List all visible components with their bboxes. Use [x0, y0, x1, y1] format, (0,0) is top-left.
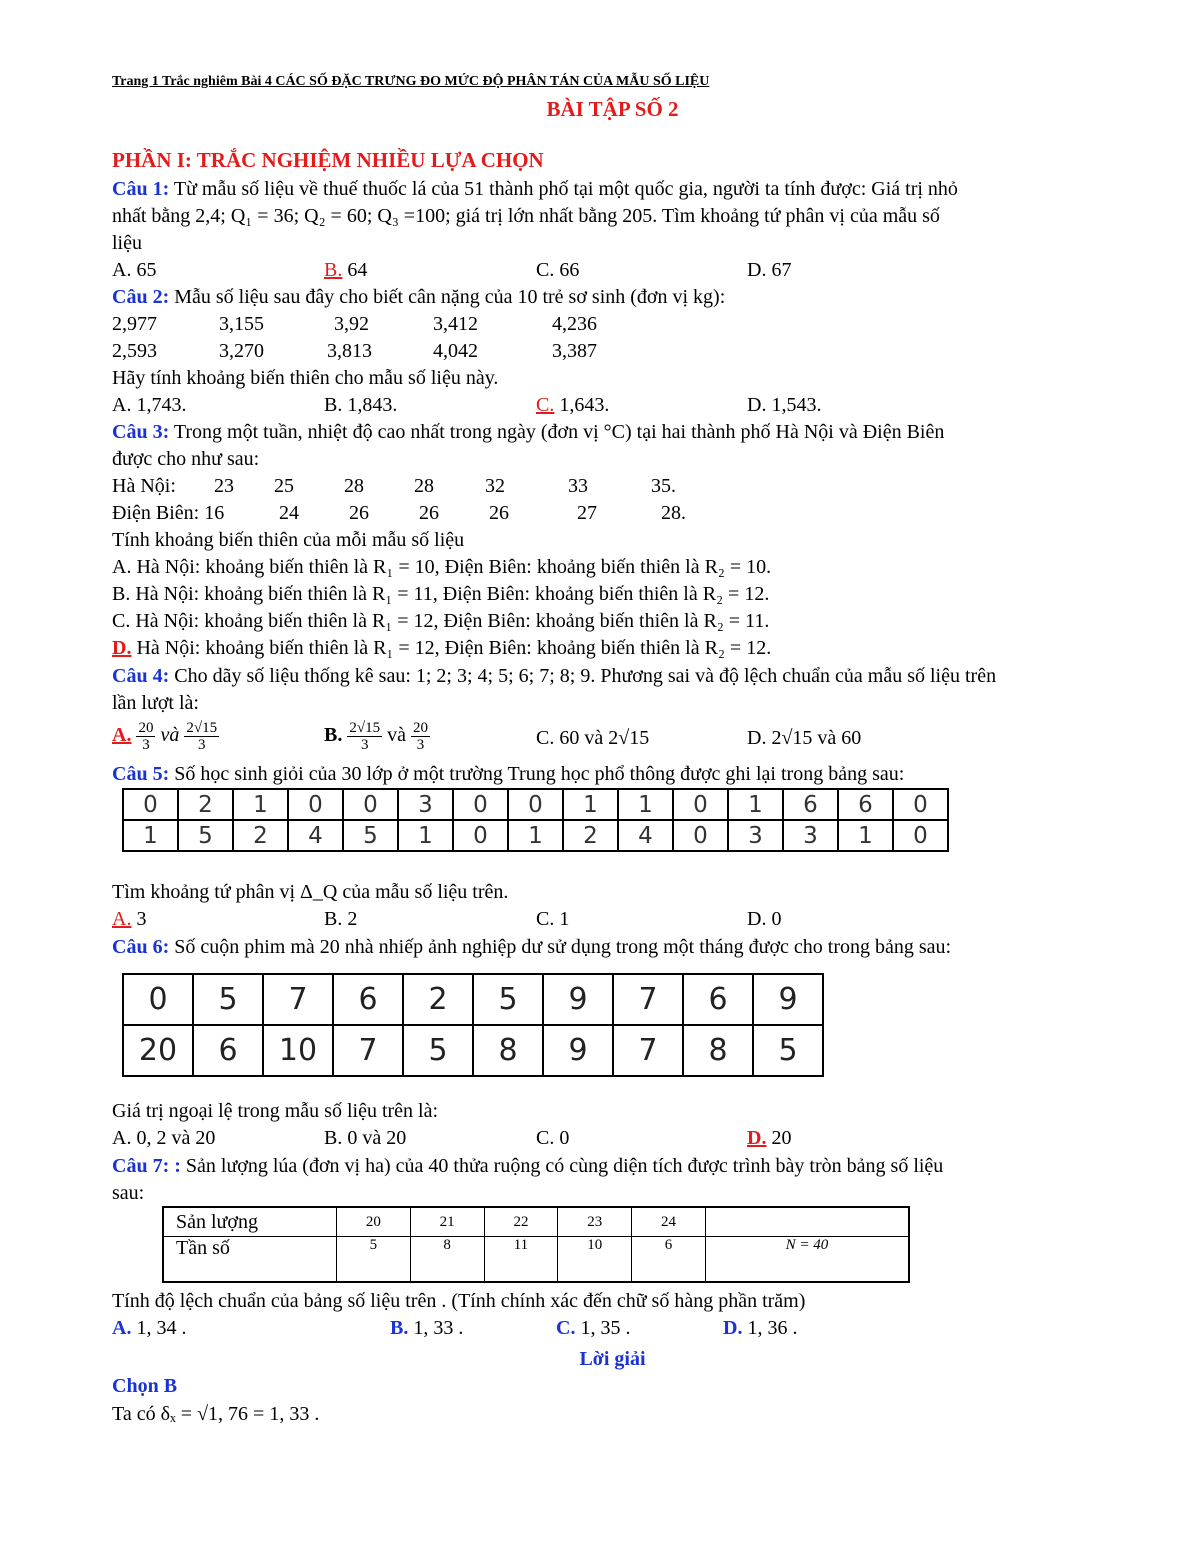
denominator: 3 — [197, 737, 206, 753]
fraction — [184, 720, 219, 753]
q3-value: 27 — [577, 502, 597, 524]
table-cell: 2 — [403, 974, 473, 1025]
q7-line2: sau: — [112, 1182, 145, 1204]
q7-option-d-value: 1, 36 . — [742, 1317, 798, 1339]
table-cell: 9 — [543, 1025, 613, 1076]
table-cell: 4 — [618, 820, 673, 851]
q5-option-d: D. 0 — [747, 908, 782, 930]
denominator: 3 — [360, 737, 369, 753]
q3-value: 26 — [419, 502, 439, 524]
table-cell: 7 — [263, 974, 333, 1025]
q3-line2: được cho như sau: — [112, 448, 260, 470]
solution-choice: Chọn B — [112, 1375, 178, 1397]
q2-value: 3,270 — [219, 340, 264, 362]
table-cell: 1 — [728, 789, 783, 820]
table-cell: 5 — [337, 1237, 411, 1283]
table-cell: 0 — [893, 789, 948, 820]
q2-option-d: D. 1,543. — [747, 394, 822, 416]
q4-option-d: D. 2√15 và 60 — [747, 727, 862, 749]
q7-option-c-key: C. — [556, 1317, 576, 1339]
q4-label: Câu 4: — [112, 665, 170, 687]
q3-option-c: C. Hà Nội: khoảng biến thiên là R₁ = 12, Điện Biên: khoảng biến thiên là R₂ = 11. — [112, 610, 770, 632]
table-cell: 0 — [673, 789, 728, 820]
q2-value: 3,92 — [334, 313, 369, 335]
table-cell: 7 — [333, 1025, 403, 1076]
part-heading: PHẦN I: TRẮC NGHIỆM NHIỀU LỰA CHỌN — [112, 148, 544, 172]
q2-option-b: B. 1,843. — [324, 394, 398, 416]
denominator: 3 — [142, 737, 150, 753]
q7-text1: Sản lượng lúa (đơn vị ha) của 40 thửa ruộng có cùng diện tích được trình bày tròn bảng số liệu — [180, 1155, 944, 1177]
q1-option-d: D. 67 — [747, 259, 792, 281]
q4-option-b — [324, 720, 430, 753]
q2-option-a: A. 1,743. — [112, 394, 187, 416]
q1-option-c: C. 66 — [536, 259, 580, 281]
q7-table — [162, 1206, 910, 1283]
q2-option-c-key: C. — [536, 394, 555, 416]
q5-option-b: B. 2 — [324, 908, 358, 930]
table-cell: 3 — [783, 820, 838, 851]
table-cell: 23 — [558, 1207, 632, 1237]
q7-option-b — [390, 1316, 463, 1340]
q3-option-d-key: D. — [112, 637, 132, 659]
q7-ask: Tính độ lệch chuẩn của bảng số liệu trên . (Tính chính xác đến chữ số hàng phần trăm) — [112, 1290, 806, 1312]
fraction — [411, 720, 430, 753]
q3-hanoi-label: Hà Nội: — [112, 475, 176, 497]
table-cell: 9 — [753, 974, 823, 1025]
q4-text1: Cho dãy số liệu thống kê sau: 1; 2; 3; 4; 5; 6; 7; 8; 9. Phương sai và độ lệch chuẩn của mẫu số liệu trên — [169, 665, 997, 687]
q7-option-a-key: A. — [112, 1317, 132, 1339]
q1-option-b-value: 64 — [342, 259, 368, 281]
q2-option-c — [536, 393, 609, 417]
table-cell: 0 — [123, 974, 193, 1025]
q7-option-c — [556, 1316, 630, 1340]
table-cell: 5 — [403, 1025, 473, 1076]
table-row — [163, 1207, 909, 1237]
table-cell: 5 — [473, 974, 543, 1025]
table-cell: 1 — [838, 820, 893, 851]
table-cell: 5 — [753, 1025, 823, 1076]
q6-option-d-key: D. — [747, 1127, 767, 1149]
q7-option-a — [112, 1316, 186, 1340]
conjunction: và — [160, 724, 180, 747]
numerator: 2√15 — [186, 720, 218, 736]
q3-value: 28 — [414, 475, 434, 497]
table-cell: 6 — [193, 1025, 263, 1076]
q6-ask: Giá trị ngoại lệ trong mẫu số liệu trên là: — [112, 1100, 439, 1122]
q3-value: 28 — [344, 475, 364, 497]
table-cell: 6 — [333, 974, 403, 1025]
table-row-label: Sản lượng — [163, 1207, 337, 1237]
q3-value: 33 — [568, 475, 588, 497]
numerator: 20 — [412, 720, 428, 736]
fraction — [347, 720, 382, 753]
q3-ask: Tính khoảng biến thiên của mỗi mẫu số liệu — [112, 529, 465, 551]
q5-line1 — [112, 762, 904, 786]
table-cell: 1 — [398, 820, 453, 851]
q3-value: 24 — [279, 502, 299, 524]
q1-line3: liệu — [112, 232, 142, 254]
q1-line1 — [112, 177, 958, 201]
q2-value: 3,387 — [552, 340, 597, 362]
conjunction: và — [387, 724, 406, 747]
q1-label: Câu 1: — [112, 178, 170, 200]
q7-option-b-key: B. — [390, 1317, 409, 1339]
table-cell: 7 — [613, 974, 683, 1025]
table-row-label: Tần số — [163, 1237, 337, 1283]
table-cell: 1 — [508, 820, 563, 851]
table-cell: 6 — [783, 789, 838, 820]
q3-value: 26 — [489, 502, 509, 524]
table-cell: 0 — [893, 820, 948, 851]
q3-label: Câu 3: — [112, 421, 170, 443]
q5-label: Câu 5: — [112, 763, 170, 785]
q4-option-b-key: B. — [324, 724, 343, 747]
q3-option-d — [112, 636, 771, 660]
table-cell: 1 — [618, 789, 673, 820]
table-cell: 1 — [233, 789, 288, 820]
table-row — [123, 820, 948, 851]
table-cell: 22 — [484, 1207, 558, 1237]
table-cell: 0 — [343, 789, 398, 820]
table-row — [163, 1237, 909, 1283]
table-cell: 1 — [123, 820, 178, 851]
q2-value: 4,042 — [433, 340, 478, 362]
table-cell: 6 — [683, 974, 753, 1025]
q2-line1 — [112, 285, 725, 309]
q7-option-b-value: 1, 33 . — [408, 1317, 464, 1339]
q4-option-a — [112, 720, 219, 753]
q2-value: 3,155 — [219, 313, 264, 335]
q2-value: 3,813 — [327, 340, 372, 362]
table-row — [123, 974, 823, 1025]
q6-line1 — [112, 935, 951, 959]
q3-option-a: A. Hà Nội: khoảng biến thiên là R₁ = 10, Điện Biên: khoảng biến thiên là R₂ = 10. — [112, 556, 772, 578]
table-cell: 5 — [343, 820, 398, 851]
q5-option-c: C. 1 — [536, 908, 570, 930]
table-cell: 10 — [558, 1237, 632, 1283]
table-cell: 4 — [288, 820, 343, 851]
q6-text: Số cuộn phim mà 20 nhà nhiếp ảnh nghiệp dư sử dụng trong một tháng được cho trong bảng sau: — [169, 936, 952, 958]
q3-line1 — [112, 420, 944, 444]
table-cell: 2 — [178, 789, 233, 820]
q6-option-d — [747, 1126, 791, 1150]
q7-label: Câu 7: : — [112, 1155, 181, 1177]
q3-option-b: B. Hà Nội: khoảng biến thiên là R₁ = 11, Điện Biên: khoảng biến thiên là R₂ = 12. — [112, 583, 770, 605]
q7-option-d — [723, 1316, 797, 1340]
q1-option-a: A. 65 — [112, 259, 157, 281]
q5-ask: Tìm khoảng tứ phân vị Δ_Q của mẫu số liệu trên. — [112, 881, 509, 903]
q6-table — [122, 973, 824, 1077]
q2-value: 3,412 — [433, 313, 478, 335]
table-cell: 1 — [563, 789, 618, 820]
q2-value: 2,977 — [112, 313, 157, 335]
q3-value: 23 — [214, 475, 234, 497]
q4-line1 — [112, 664, 996, 688]
table-cell: 3 — [398, 789, 453, 820]
page-title: BÀI TẬP SỐ 2 — [546, 97, 679, 121]
q6-label: Câu 6: — [112, 936, 170, 958]
table-cell: 8 — [410, 1237, 484, 1283]
table-cell: 7 — [613, 1025, 683, 1076]
q4-option-a-key: A. — [112, 724, 132, 747]
q7-option-c-value: 1, 35 . — [575, 1317, 631, 1339]
table-cell: 3 — [728, 820, 783, 851]
table-cell: 11 — [484, 1237, 558, 1283]
table-cell: 0 — [288, 789, 343, 820]
q3-option-d-text: Hà Nội: khoảng biến thiên là R₁ = 12, Điện Biên: khoảng biến thiên là R₂ = 12. — [131, 637, 772, 659]
q6-option-c: C. 0 — [536, 1127, 570, 1149]
table-cell: 10 — [263, 1025, 333, 1076]
q3-value: 26 — [349, 502, 369, 524]
q4-line2: lần lượt là: — [112, 692, 199, 714]
table-cell: 5 — [178, 820, 233, 851]
table-cell: 20 — [123, 1025, 193, 1076]
q5-option-a-key: A. — [112, 908, 132, 930]
q2-text: Mẫu số liệu sau đây cho biết cân nặng của 10 trẻ sơ sinh (đơn vị kg): — [169, 286, 726, 308]
table-cell: 6 — [838, 789, 893, 820]
q5-option-a-value: 3 — [131, 908, 147, 930]
q6-option-a: A. 0, 2 và 20 — [112, 1127, 216, 1149]
q5-text: Số học sinh giỏi của 30 lớp ở một trường Trung học phổ thông được ghi lại trong bảng sau: — [169, 763, 905, 785]
table-row — [123, 789, 948, 820]
q2-label: Câu 2: — [112, 286, 170, 308]
table-cell: N = 40 — [705, 1237, 909, 1283]
table-cell: 0 — [673, 820, 728, 851]
table-cell: 5 — [193, 974, 263, 1025]
q2-ask: Hãy tính khoảng biến thiên cho mẫu số liệu này. — [112, 367, 499, 389]
q2-value: 4,236 — [552, 313, 597, 335]
table-cell: 0 — [453, 820, 508, 851]
q2-option-c-value: 1,643. — [554, 394, 610, 416]
numerator: 20 — [138, 720, 154, 736]
table-cell: 24 — [632, 1207, 706, 1237]
q3-value: 28. — [661, 502, 686, 524]
q1-text1: Từ mẫu số liệu về thuế thuốc lá của 51 thành phố tại một quốc gia, người ta tính được: Giá trị nhỏ — [169, 178, 958, 200]
q7-line1 — [112, 1154, 943, 1178]
q6-option-b: B. 0 và 20 — [324, 1127, 407, 1149]
solution-title: Lời giải — [579, 1348, 646, 1370]
table-cell: 2 — [233, 820, 288, 851]
q4-option-c: C. 60 và 2√15 — [536, 727, 650, 749]
table-cell: 0 — [453, 789, 508, 820]
table-cell: 0 — [123, 789, 178, 820]
q5-option-a — [112, 907, 146, 931]
table-cell: 8 — [683, 1025, 753, 1076]
q3-value: 35. — [651, 475, 676, 497]
page-header: Trang 1 Trắc nghiêm Bài 4 CÁC SỐ ĐẶC TRƯNG ĐO MỨC ĐỘ PHÂN TÁN CỦA MẪU SỐ LIỆU — [112, 74, 710, 89]
table-cell: 0 — [508, 789, 563, 820]
q3-dienbien-label: Điện Biên: 16 — [112, 502, 225, 524]
fraction — [136, 720, 155, 753]
q2-value: 2,593 — [112, 340, 157, 362]
table-cell: 2 — [563, 820, 618, 851]
table-row — [123, 1025, 823, 1076]
q7-option-d-key: D. — [723, 1317, 743, 1339]
q1-option-b — [324, 258, 367, 282]
q6-option-d-value: 20 — [766, 1127, 792, 1149]
table-cell: 6 — [632, 1237, 706, 1283]
q5-table — [122, 788, 949, 852]
q1-option-b-key: B. — [324, 259, 343, 281]
q3-value: 32 — [485, 475, 505, 497]
q7-option-a-value: 1, 34 . — [131, 1317, 187, 1339]
denominator: 3 — [416, 737, 425, 753]
table-cell: 9 — [543, 974, 613, 1025]
table-cell: 20 — [337, 1207, 411, 1237]
table-cell: 21 — [410, 1207, 484, 1237]
q1-line2: nhất bằng 2,4; Q₁ = 36; Q₂ = 60; Q₃ =100; giá trị lớn nhất bằng 205. Tìm khoảng tứ phân vị của mẫu số — [112, 205, 940, 227]
table-cell — [705, 1207, 909, 1237]
numerator: 2√15 — [349, 720, 381, 736]
table-cell: 8 — [473, 1025, 543, 1076]
solution-text: Ta có δₓ = √1, 76 = 1, 33 . — [112, 1403, 320, 1425]
q3-value: 25 — [274, 475, 294, 497]
q3-text1: Trong một tuần, nhiệt độ cao nhất trong ngày (đơn vị °C) tại hai thành phố Hà Nội và Điện Biên — [169, 421, 945, 443]
